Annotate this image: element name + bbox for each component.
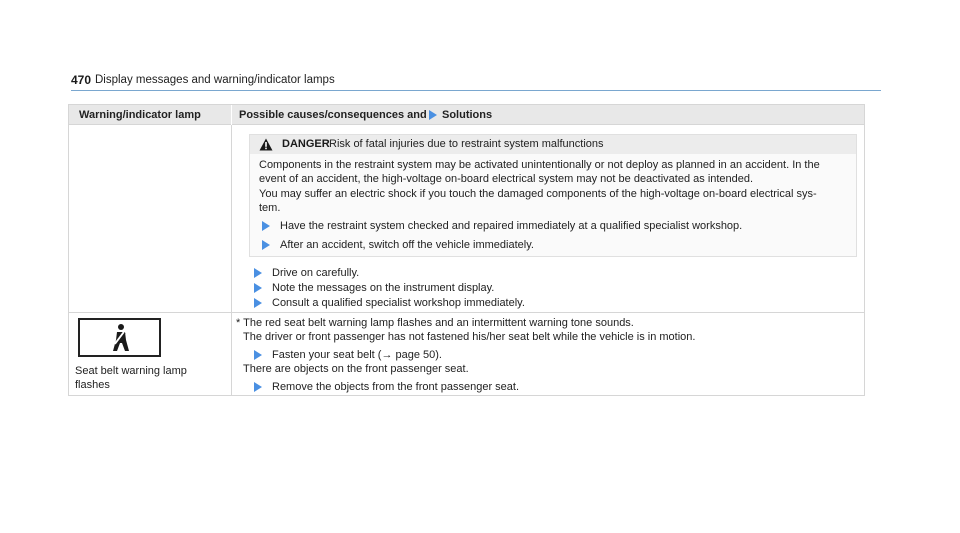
seat-belt-description (236, 317, 695, 344)
danger-paragraph-1 (259, 159, 849, 186)
lamp-label-line-2: flashes (75, 378, 110, 391)
danger-label: DANGER (282, 138, 330, 150)
seat-belt-lamp-frame (78, 318, 161, 357)
danger-header (250, 135, 856, 154)
page-title: Display messages and warning/indicator lamps (95, 74, 335, 86)
warning-triangle-icon (259, 138, 273, 151)
danger-step-2: After an accident, switch off the vehicle immediately. (262, 239, 534, 253)
row-divider (69, 312, 864, 313)
seat-belt-line-3: There are objects on the front passenger seat. (243, 363, 469, 375)
danger-paragraph-2 (259, 188, 849, 215)
page-number: 470 (71, 73, 92, 87)
column-divider (231, 125, 232, 395)
step-arrow-icon (254, 382, 262, 392)
danger-paragraph-1-line-1: Components in the restraint system may be activated unintentionally or not deploy as planned in an accident. In the (259, 159, 820, 171)
column-header-lamp: Warning/indicator lamp (79, 109, 201, 121)
seat-belt-line-2: The driver or front passenger has not fastened his/her seat belt while the vehicle is in motion. (243, 330, 696, 343)
lamp-label-line-1: Seat belt warning lamp (75, 365, 187, 377)
solution-step-remove-objects: Remove the objects from the front passenger seat. (254, 381, 519, 395)
step-arrow-icon (254, 350, 262, 360)
solution-step-note-messages: Note the messages on the instrument display. (254, 282, 494, 296)
danger-notice (249, 134, 857, 257)
column-header-causes: Possible causes/consequences and (239, 109, 427, 121)
column-header-solutions: Solutions (442, 109, 493, 121)
step-arrow-icon (262, 221, 270, 231)
seat-belt-lamp-label (75, 365, 225, 392)
danger-step-1: Have the restraint system checked and repaired immediately at a qualified specialist workshop. (262, 220, 742, 234)
solution-step-fasten-belt: Fasten your seat belt (→ page 50). (254, 349, 442, 363)
danger-heading: Risk of fatal injuries due to restraint system malfunctions (329, 138, 604, 150)
solutions-arrow-icon (429, 110, 437, 120)
header-column-divider (231, 105, 232, 125)
danger-paragraph-2-line-2: tem. (259, 201, 281, 214)
page-header (71, 73, 881, 89)
danger-paragraph-1-line-2: event of an accident, the high-voltage on-board electrical system may not be deactivated as intended. (259, 172, 754, 185)
seat-belt-icon (110, 323, 132, 353)
step-arrow-icon (254, 268, 262, 278)
step-arrow-icon (254, 283, 262, 293)
header-divider (71, 90, 881, 91)
warning-lamp-table (68, 104, 865, 396)
step-arrow-icon (254, 298, 262, 308)
table-header (69, 105, 864, 125)
solution-step-drive-carefully: Drive on carefully. (254, 267, 359, 281)
step-arrow-icon (262, 240, 270, 250)
seat-belt-line-1: * The red seat belt warning lamp flashes and an intermittent warning tone sounds. (236, 317, 634, 329)
solution-step-consult-workshop: Consult a qualified specialist workshop immediately. (254, 297, 525, 311)
danger-paragraph-2-line-1: You may suffer an electric shock if you touch the damaged components of the high-voltage on-board electrical sys- (259, 188, 817, 200)
